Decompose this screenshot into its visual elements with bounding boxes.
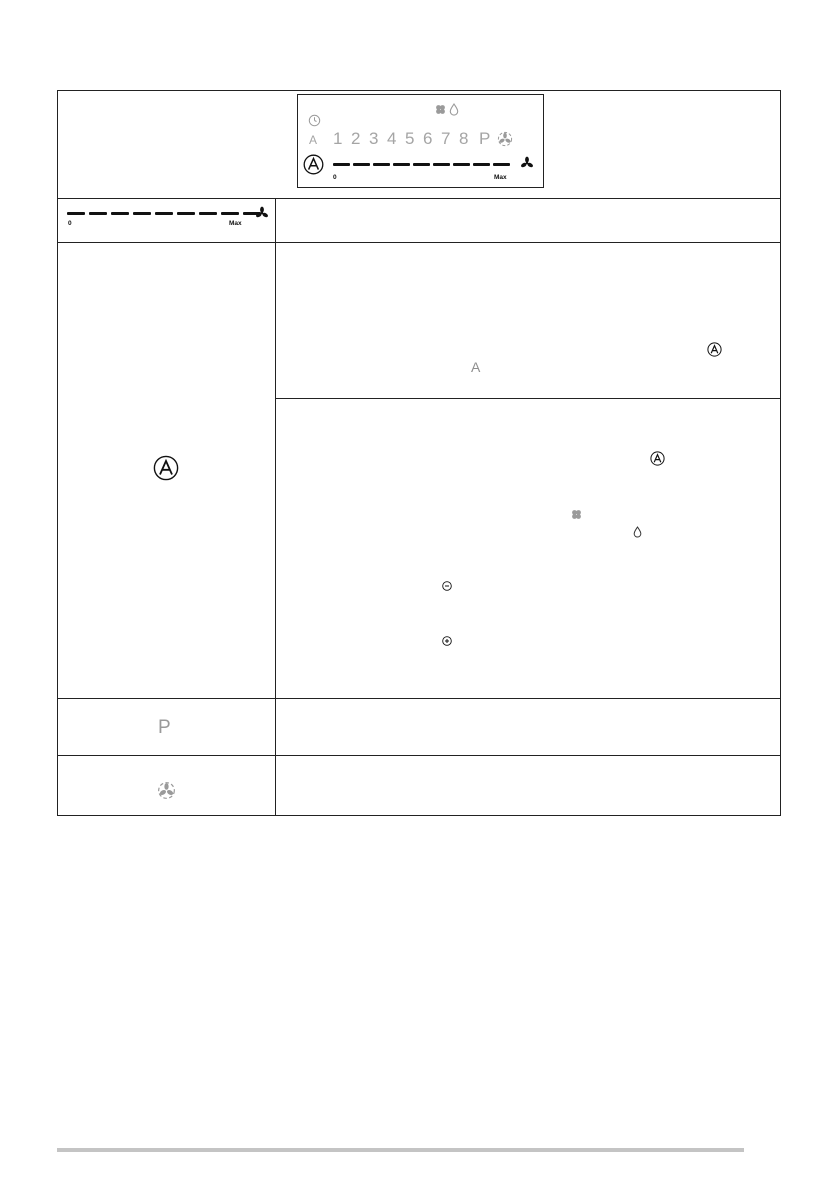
speed-segment	[373, 163, 390, 166]
auto-mode-icon	[650, 451, 665, 466]
speed-segment	[473, 163, 490, 166]
speed-segment	[413, 163, 430, 166]
speed-segment	[393, 163, 410, 166]
timer-icon	[308, 114, 321, 127]
odour-filter-icon	[449, 103, 459, 116]
control-panel-display	[297, 94, 544, 188]
scale-max-label: Max	[494, 174, 507, 181]
speed-segment	[133, 212, 151, 215]
level-7: 7	[441, 129, 451, 148]
column-divider	[275, 198, 276, 815]
fan-speed-bar	[67, 211, 267, 237]
level-8: 8	[459, 129, 469, 148]
auto-mode-icon	[707, 342, 722, 357]
speed-segment	[199, 212, 217, 215]
scale-min-label: 0	[68, 220, 72, 227]
speed-segment	[155, 212, 173, 215]
row-divider	[58, 698, 780, 699]
row-divider	[58, 755, 780, 756]
speed-segment	[177, 212, 195, 215]
speed-segment	[333, 163, 350, 166]
speed-segment	[67, 212, 85, 215]
intensive-fan-icon	[497, 131, 513, 147]
program-indicator: P	[479, 129, 491, 148]
footer-rule	[57, 1148, 744, 1152]
fan-icon	[255, 206, 269, 220]
auto-letter-indicator: A	[471, 359, 481, 375]
level-2: 2	[351, 129, 361, 148]
row-divider	[58, 198, 780, 199]
grease-filter-icon	[571, 509, 582, 520]
level-4: 4	[387, 129, 397, 148]
scale-max-label: Max	[229, 220, 242, 227]
fan-icon	[520, 156, 534, 170]
info-table	[57, 90, 781, 816]
grease-filter-icon	[435, 104, 446, 115]
speed-segment	[353, 163, 370, 166]
scale-min-label: 0	[333, 174, 337, 181]
level-6: 6	[423, 129, 433, 148]
auto-mode-icon	[303, 154, 324, 175]
intensive-fan-icon	[157, 781, 176, 800]
odour-filter-icon	[633, 526, 642, 538]
auto-mode-icon	[153, 455, 179, 481]
speed-segment	[493, 163, 510, 166]
minus-icon	[442, 581, 452, 591]
speed-segment	[221, 212, 239, 215]
plus-icon	[442, 636, 452, 646]
row-divider	[58, 242, 780, 243]
speed-segment	[453, 163, 470, 166]
speed-segment	[111, 212, 129, 215]
speed-segment	[89, 212, 107, 215]
level-5: 5	[405, 129, 415, 148]
program-indicator: P	[158, 717, 171, 738]
auto-indicator: A	[309, 133, 318, 147]
level-3: 3	[369, 129, 379, 148]
level-1: 1	[333, 129, 343, 148]
row-divider	[275, 398, 780, 399]
speed-segment	[433, 163, 450, 166]
